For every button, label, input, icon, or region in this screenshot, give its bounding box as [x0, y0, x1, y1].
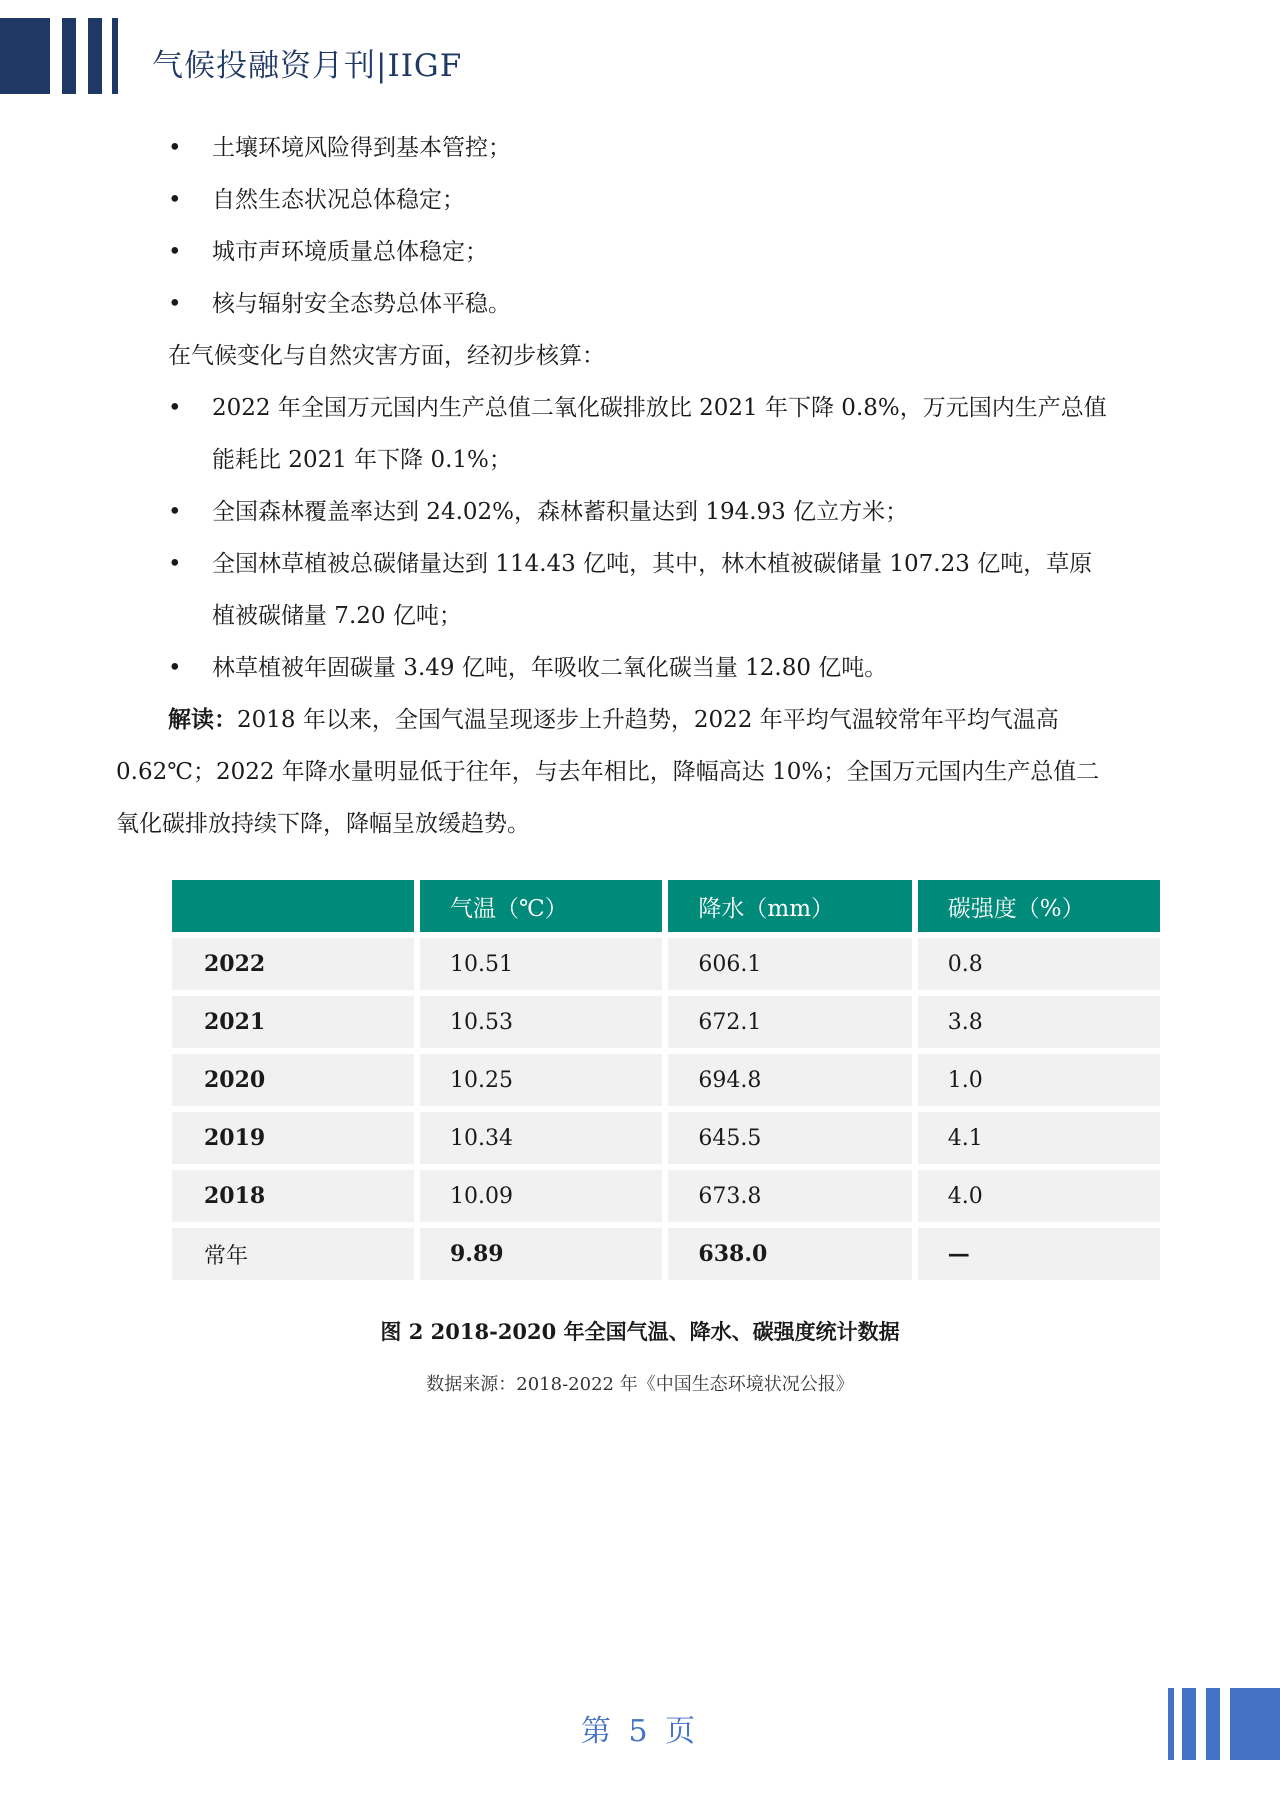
table-cell-year: 2018	[172, 1170, 414, 1222]
climate-data-table	[166, 874, 1166, 1286]
interpretation-label: 解读：	[168, 706, 237, 733]
list-item	[168, 278, 1168, 330]
table-cell-year: 常年	[172, 1228, 414, 1280]
table-cell: 10.09	[420, 1170, 662, 1222]
table-header-cell: 降水（mm）	[668, 880, 911, 932]
bullet-dot: •	[168, 655, 182, 681]
list-item	[168, 486, 1168, 538]
table-cell-year: 2020	[172, 1054, 414, 1106]
bullet-text: 城市声环境质量总体稳定；	[212, 239, 488, 265]
bullet-text-line1: 林草植被年固碳量 3.49 亿吨，年吸收二氧化碳当量 12.80 亿吨。	[212, 655, 888, 681]
table-cell: 4.0	[918, 1170, 1160, 1222]
header-bar-2	[62, 18, 76, 94]
table-cell: 10.25	[420, 1054, 662, 1106]
table-cell-year: 2019	[172, 1112, 414, 1164]
intro-paragraph: 在气候变化与自然灾害方面，经初步核算：	[168, 343, 605, 369]
bullet-text: 核与辐射安全态势总体平稳。	[212, 291, 511, 317]
bullet-dot: •	[168, 499, 182, 525]
list-item	[168, 382, 1168, 486]
table-header-cell: 气温（℃）	[420, 880, 662, 932]
figure-caption: 图 2 2018-2020 年全国气温、降水、碳强度统计数据	[380, 1319, 900, 1344]
table-header-cell	[172, 880, 414, 932]
header-bar-1	[0, 18, 50, 94]
bullet-dot: •	[168, 187, 182, 213]
table-row	[172, 1054, 1160, 1106]
bullet-dot: •	[168, 291, 182, 317]
table-cell: 638.0	[668, 1228, 911, 1280]
table-cell: 0.8	[918, 938, 1160, 990]
table-cell: 10.34	[420, 1112, 662, 1164]
table-header-cell: 碳强度（%）	[918, 880, 1160, 932]
table-cell: 645.5	[668, 1112, 911, 1164]
interpretation-line3: 氧化碳排放持续下降，降幅呈放缓趋势。	[116, 811, 530, 837]
table-cell: 1.0	[918, 1054, 1160, 1106]
list-item	[168, 174, 1168, 226]
table-row	[172, 996, 1160, 1048]
table-row	[172, 1170, 1160, 1222]
table-header-row	[172, 880, 1160, 932]
page-number: 第 5 页	[580, 1714, 700, 1749]
table-row	[172, 938, 1160, 990]
header-bar-4	[112, 18, 118, 94]
figure-source: 数据来源：2018-2022 年《中国生态环境状况公报》	[426, 1374, 854, 1395]
footer-bar-3	[1206, 1688, 1220, 1760]
list-item	[168, 226, 1168, 278]
interpretation-line1	[168, 694, 1059, 746]
table-cell: 10.51	[420, 938, 662, 990]
table-row-normal	[172, 1228, 1160, 1280]
list-item	[168, 122, 1168, 174]
bullet-text-line1: 全国森林覆盖率达到 24.02%，森林蓄积量达到 194.93 亿立方米；	[212, 499, 909, 525]
table-cell: 3.8	[918, 996, 1160, 1048]
bullet-dot: •	[168, 135, 182, 161]
bullet-text-line2: 能耗比 2021 年下降 0.1%；	[212, 447, 512, 473]
bullet-dot: •	[168, 551, 182, 577]
table-cell: 672.1	[668, 996, 911, 1048]
interpretation-line2: 0.62℃；2022 年降水量明显低于往年，与去年相比，降幅高达 10%；全国万元国内生产总值二	[116, 759, 1100, 785]
table-cell: 4.1	[918, 1112, 1160, 1164]
bullet-dot: •	[168, 395, 182, 421]
footer-bar-2	[1182, 1688, 1196, 1760]
list-item	[168, 538, 1168, 642]
bullet-dot: •	[168, 239, 182, 265]
table-row	[172, 1112, 1160, 1164]
footer-bar-1	[1168, 1688, 1174, 1760]
publication-title: 气候投融资月刊|IIGF	[152, 48, 463, 84]
table-cell: —	[918, 1228, 1160, 1280]
list-item	[168, 642, 1168, 694]
table-cell-year: 2021	[172, 996, 414, 1048]
interpretation-text: 2018 年以来，全国气温呈现逐步上升趋势，2022 年平均气温较常年平均气温高	[237, 707, 1059, 733]
bullet-text-line1: 2022 年全国万元国内生产总值二氧化碳排放比 2021 年下降 0.8%，万元国内生产总值	[212, 395, 1107, 421]
table-cell: 10.53	[420, 996, 662, 1048]
bullet-text: 自然生态状况总体稳定；	[212, 187, 465, 213]
header-bar-3	[88, 18, 102, 94]
table-cell: 9.89	[420, 1228, 662, 1280]
table-cell-year: 2022	[172, 938, 414, 990]
table-cell: 673.8	[668, 1170, 911, 1222]
footer-bar-4	[1230, 1688, 1280, 1760]
bullet-text-line1: 全国林草植被总碳储量达到 114.43 亿吨，其中，林木植被碳储量 107.23 亿吨，草原	[212, 551, 1093, 577]
bullet-text: 土壤环境风险得到基本管控；	[212, 135, 511, 161]
table-cell: 694.8	[668, 1054, 911, 1106]
bullet-text-line2: 植被碳储量 7.20 亿吨；	[212, 603, 462, 629]
table-cell: 606.1	[668, 938, 911, 990]
